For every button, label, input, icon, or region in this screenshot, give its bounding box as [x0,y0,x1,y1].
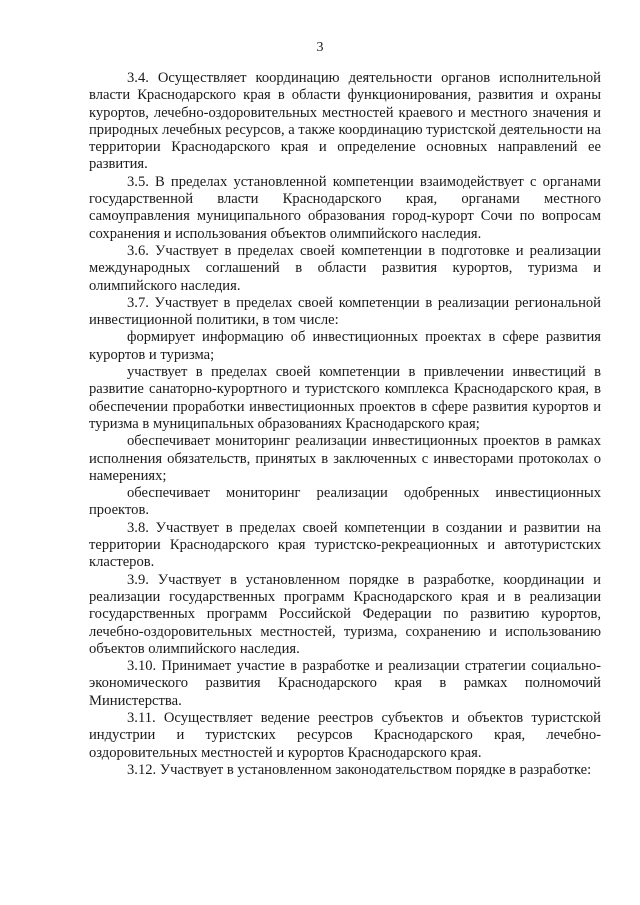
paragraph-3-8: 3.8. Участвует в пределах своей компетенции в создании и развитии на территории Краснодарского края туристско-рекреационных и автотуристских кластеров. [89,519,601,571]
paragraph-3-4: 3.4. Осуществляет координацию деятельности органов исполнительной власти Краснодарского края в области функционирования, развития и охраны курортов, лечебно-оздоровительных местностей краевого и местного значения и природных лечебных ресурсов, а также координацию туристской деятельности на территории Краснодарского края и определение основных направлений ее развития. [89,70,601,173]
paragraph-3-7: 3.7. Участвует в пределах своей компетенции в реализации региональной инвестиционной политики, в том числе: [89,294,601,329]
paragraph-3-6: 3.6. Участвует в пределах своей компетенции в подготовке и реализации международных соглашений в области развития курортов, туризма и олимпийского наследия. [89,242,601,294]
paragraph-3-12: 3.12. Участвует в установленном законодательством порядке в разработке: [127,761,592,778]
paragraph-3-5: 3.5. В пределах установленной компетенции взаимодействует с органами государственной власти Краснодарского края, органами местного самоуправления муниципального образования город-курорт Сочи по вопросам сохранения и использования объектов олимпийского наследия. [89,173,601,242]
paragraph-3-9: 3.9. Участвует в установленном порядке в разработке, координации и реализации государственных программ Краснодарского края и в реализации государственных программ Российской Федерации по развитию курортов, лечебно-оздоровительных местностей, туризма, сохранению и использованию объектов олимпийского наследия. [89,571,601,657]
document-body [89,70,601,779]
paragraph-3-7-item-2: участвует в пределах своей компетенции в привлечении инвестиций в развитие санаторно-курортного и туристского комплекса Краснодарского края, в обеспечении проработки инвестиционных проектов в сфере развития курортов и туризма в муниципальных образованиях Краснодарского края; [89,364,601,432]
paragraph-3-11: 3.11. Осуществляет ведение реестров субъектов и объектов туристской индустрии и туристских ресурсов Краснодарского края, лечебно-оздоровительных местностей и курортов Краснодарского края. [89,709,601,761]
paragraph-3-7-item-1: формирует информацию об инвестиционных проектах в сфере развития курортов и туризма; [89,329,601,363]
paragraph-3-7-item-4: обеспечивает мониторинг реализации одобренных инвестиционных проектов. [89,485,601,519]
paragraph-3-7-item-3: обеспечивает мониторинг реализации инвестиционных проектов в рамках исполнения обязательств, принятых в заключенных с инвесторами протоколах о намерениях; [89,433,601,484]
paragraph-3-10: 3.10. Принимает участие в разработке и реализации стратегии социально-экономического развития Краснодарского края в рамках полномочий Министерства. [89,658,601,709]
page-number: 3 [316,40,324,55]
